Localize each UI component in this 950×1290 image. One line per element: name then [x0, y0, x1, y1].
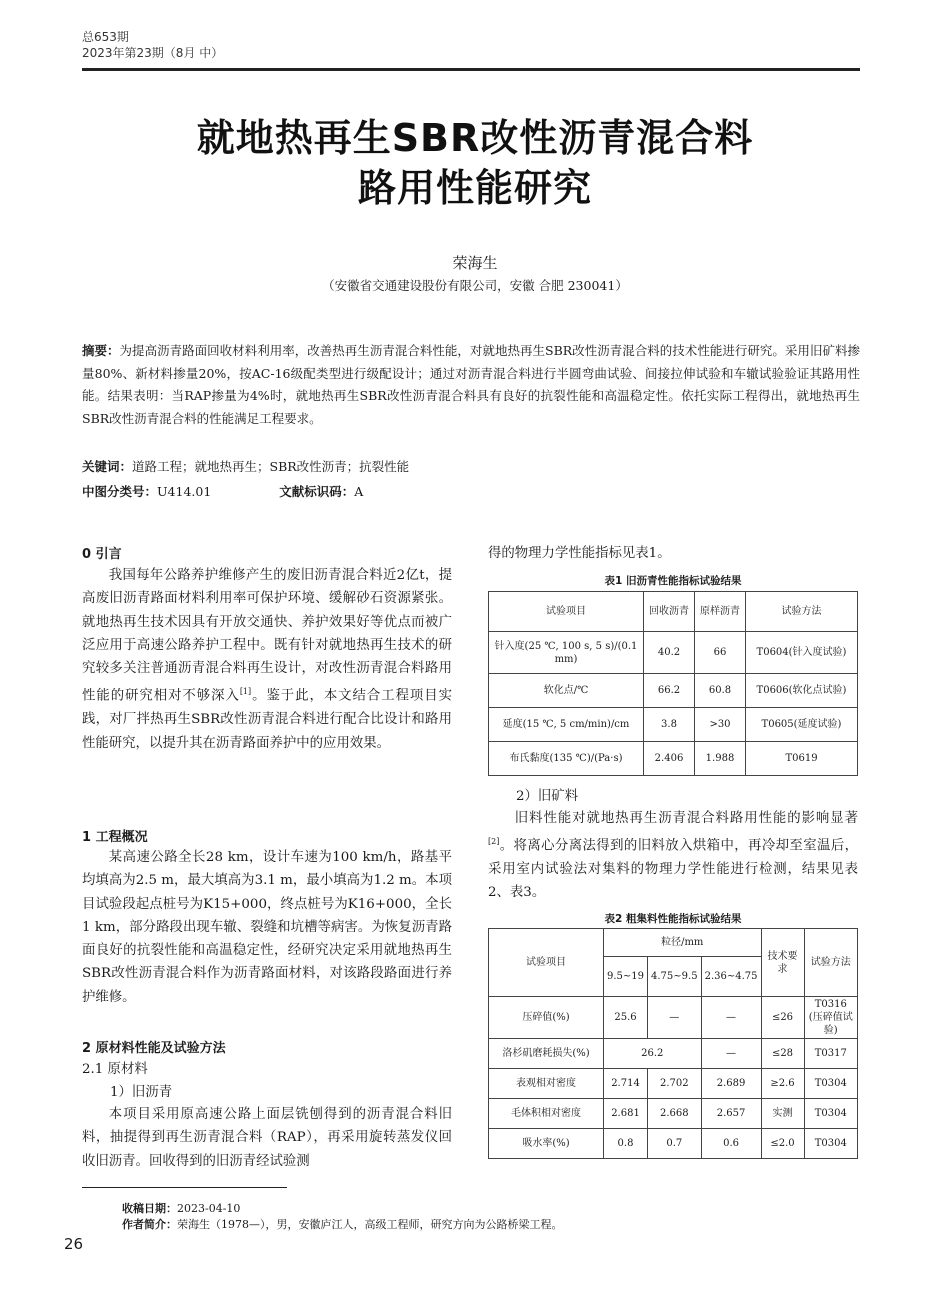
table-cell: 实测	[761, 1099, 804, 1129]
table-cell: 66	[695, 632, 746, 674]
table-2-header-cell: 9.5~19	[604, 957, 648, 997]
section-2-1-1-title: 1）旧沥青	[110, 1085, 173, 1100]
table-cell: ≤2.0	[761, 1129, 804, 1159]
table-cell: 表观相对密度	[489, 1069, 604, 1099]
table-cell: T0317	[804, 1039, 858, 1069]
table-cell: ≤26	[761, 997, 804, 1039]
table-row	[489, 1099, 858, 1129]
table-1	[488, 591, 858, 776]
table-cell: T0619	[746, 742, 858, 776]
table-cell	[804, 997, 858, 1039]
table-cell: 针入度(25 ℃, 100 s, 5 s)/(0.1 mm)	[489, 632, 644, 674]
footnote-rule	[82, 1187, 287, 1188]
section-1-title: 1 工程概况	[82, 830, 148, 845]
table-cell: 延度(15 ℃, 5 cm/min)/cm	[489, 708, 644, 742]
section-2-title: 2 原材料性能及试验方法	[82, 1041, 226, 1056]
section-2-1-2-text-b: 。将离心分离法得到的旧料放入烘箱中，再冷却至室温后，采用室内试验法对集料的物理力学性能进行检测，结果见表2、表3。	[488, 838, 858, 901]
clc-value: U414.01	[157, 484, 212, 499]
header-rule	[82, 68, 860, 71]
table-1-header-row	[489, 592, 858, 632]
table-2-header-cell: 4.75~9.5	[648, 957, 702, 997]
table-cell: 2.668	[648, 1099, 702, 1129]
table-cell: T0604(针入度试验)	[746, 632, 858, 674]
table-cell: 60.8	[695, 674, 746, 708]
table-cell: 0.6	[701, 1129, 761, 1159]
table-row	[489, 742, 858, 776]
table-cell: T0304	[804, 1129, 858, 1159]
table-cell: >30	[695, 708, 746, 742]
abstract	[82, 340, 860, 430]
table-cell: 2.714	[604, 1069, 648, 1099]
section-2-1-1-continued: 得的物理力学性能指标见表1。	[488, 546, 671, 561]
received-label: 收稿日期：	[122, 1202, 177, 1215]
table-1-header-cell: 试验方法	[746, 592, 858, 632]
table-2-header-row	[489, 929, 858, 957]
table-cell: 25.6	[604, 997, 648, 1039]
citation-1: [1]	[239, 687, 252, 697]
table-cell: 洛杉矶磨耗损失(%)	[489, 1039, 604, 1069]
table-1-caption: 表1 旧沥青性能指标试验结果	[604, 575, 742, 587]
table-cell: ≥2.6	[761, 1069, 804, 1099]
section-0-paragraph	[82, 564, 452, 755]
table-1-header-cell: 试验项目	[489, 592, 644, 632]
table-cell: 0.7	[648, 1129, 702, 1159]
table-row	[489, 632, 858, 674]
table-cell: 压碎值(%)	[489, 997, 604, 1039]
table-cell: ≤28	[761, 1039, 804, 1069]
title-line-1: 就地热再生SBR改性沥青混合料	[196, 116, 754, 160]
table-2-header-cell: 试验项目	[489, 929, 604, 997]
issue-date: 2023年第23期（8月 中）	[82, 46, 224, 60]
table-cell: 毛体积相对密度	[489, 1099, 604, 1129]
table-cell: T0304	[804, 1069, 858, 1099]
doc-code-label: 文献标识码：	[279, 484, 355, 499]
citation-2: [2]	[488, 837, 500, 847]
table-2-header-cell: 试验方法	[804, 929, 858, 997]
table-2	[488, 928, 858, 1159]
table-row	[489, 997, 858, 1039]
keywords	[82, 456, 860, 479]
author-name: 荣海生	[452, 254, 498, 272]
table-cell: 2.689	[701, 1069, 761, 1099]
table-row	[489, 1069, 858, 1099]
table-row	[489, 1129, 858, 1159]
table-cell: 26.2	[604, 1039, 702, 1069]
table-cell: 布氏黏度(135 ℃)/(Pa·s)	[489, 742, 644, 776]
table-1-header-cell: 回收沥青	[644, 592, 695, 632]
affiliation: （安徽省交通建设股份有限公司，安徽 合肥 230041）	[322, 278, 628, 293]
table-row	[489, 674, 858, 708]
table-cell: 吸水率(%)	[489, 1129, 604, 1159]
table-cell: T0605(延度试验)	[746, 708, 858, 742]
table-cell: —	[701, 997, 761, 1039]
table-cell: T0304	[804, 1099, 858, 1129]
table-cell: —	[648, 997, 702, 1039]
section-2-1-2-text-a: 旧料性能对就地热再生沥青混合料路用性能的影响显著	[514, 811, 858, 826]
keywords-text: 道路工程；就地热再生；SBR改性沥青；抗裂性能	[132, 459, 410, 474]
clc-label: 中图分类号：	[82, 484, 158, 499]
section-0-text-a: 我国每年公路养护维修产生的废旧沥青混合料近2亿t，提高废旧沥青路面材料利用率可保护环境、缓解砂石资源紧张。就地热再生技术因具有开放交通快、养护效果好等优点而被广泛应用于高速公路养护工程中。既有针对就地热再生技术的研究较多关注普通沥青混合料再生设计，对改性沥青混合料路用性能的研究相对不够深入	[82, 568, 452, 704]
table-cell-line: T0316	[814, 999, 847, 1010]
table-cell: 3.8	[644, 708, 695, 742]
classification	[82, 481, 860, 504]
table-row	[489, 1039, 858, 1069]
table-1-header-cell: 原样沥青	[695, 592, 746, 632]
section-0-text-b: 。鉴于此，本文结合工程项目实践，对厂拌热再生SBR改性沥青混合料进行配合比设计和路用性能研究，以提升其在沥青路面养护中的应用效果。	[82, 688, 453, 751]
section-2-1-title: 2.1 原材料	[82, 1062, 148, 1077]
keywords-label: 关键词：	[82, 459, 133, 474]
table-2-header-cell: 2.36~4.75	[701, 957, 761, 997]
table-cell: 2.702	[648, 1069, 702, 1099]
section-2-1-2-title: 2）旧矿料	[516, 789, 579, 804]
table-cell: 66.2	[644, 674, 695, 708]
received-value: 2023-04-10	[177, 1202, 241, 1215]
table-2-header-cell: 技术要求	[761, 929, 804, 997]
author-bio	[122, 1217, 563, 1233]
author-bio-text: 荣海生（1978—），男，安徽庐江人，高级工程师，研究方向为公路桥梁工程。	[177, 1218, 563, 1231]
table-cell: —	[701, 1039, 761, 1069]
table-row	[489, 708, 858, 742]
section-2-1-1-paragraph: 本项目采用原高速公路上面层铣刨得到的沥青混合料旧料，抽提得到再生沥青混合料（RAP），再采用旋转蒸发仪回收旧沥青。回收得到的旧沥青经试验测	[82, 1107, 452, 1169]
page-number: 26	[64, 1235, 84, 1253]
abstract-label: 摘要：	[82, 343, 120, 358]
received-date	[122, 1201, 240, 1217]
table-cell: 2.681	[604, 1099, 648, 1129]
title-line-2: 路用性能研究	[357, 166, 592, 210]
table-2-header-cell: 粒径/mm	[604, 929, 762, 957]
table-cell: 2.406	[644, 742, 695, 776]
doc-code-value: A	[354, 484, 364, 499]
author-bio-label: 作者简介：	[122, 1218, 177, 1231]
table-cell: 2.657	[701, 1099, 761, 1129]
table-cell-line: (压碎值试验)	[808, 1012, 853, 1036]
table-cell: 1.988	[695, 742, 746, 776]
section-2-1-2-paragraph	[488, 807, 858, 905]
table-cell: 软化点/℃	[489, 674, 644, 708]
table-cell: 40.2	[644, 632, 695, 674]
section-0-title: 0 引言	[82, 547, 122, 562]
abstract-text: 为提高沥青路面回收材料利用率，改善热再生沥青混合料性能，对就地热再生SBR改性沥青混合料的技术性能进行研究。采用旧矿料掺量80%、新材料掺量20%，按AC-16级配类型进行级配设计；通过对沥青混合料进行半圆弯曲试验、间接拉伸试验和车辙试验验证其路用性能。结果表明：当RAP掺量为4%时，就地热再生SBR改性沥青混合料具有良好的抗裂性能和高温稳定性。依托实际工程得出，就地热再生SBR改性沥青混合料的性能满足工程要求。	[82, 343, 860, 426]
table-2-caption: 表2 粗集料性能指标试验结果	[604, 913, 742, 925]
issue-total: 总653期	[82, 30, 129, 44]
table-cell: T0606(软化点试验)	[746, 674, 858, 708]
table-cell: 0.8	[604, 1129, 648, 1159]
section-1-paragraph: 某高速公路全长28 km，设计车速为100 km/h，路基平均填高为2.5 m，最大填高为3.1 m，最小填高为1.2 m。本项目试验段起点桩号为K15+000，终点桩号为K16+000，全长1 km，部分路段出现车辙、裂缝和坑槽等病害。为恢复沥青路面良好的抗裂性能和高温稳定性，经研究决定采用就地热再生SBR改性沥青混合料作为沥青路面材料，对该路段路面进行养护维修。	[82, 850, 452, 1005]
